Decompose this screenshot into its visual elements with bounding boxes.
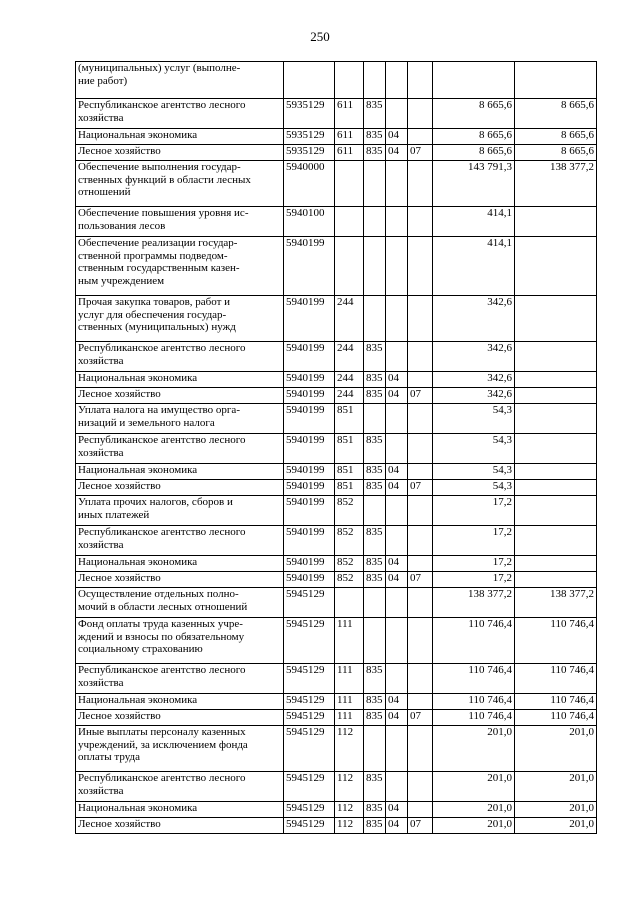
- row-name-cell: Лесное хозяйство: [76, 480, 284, 496]
- amount-total-cell: 201,0: [433, 802, 515, 818]
- subsection-code-cell: 07: [408, 710, 433, 726]
- target-article-code-cell: 5940000: [284, 161, 335, 207]
- amount-total-cell: 110 746,4: [433, 618, 515, 664]
- amount-total-cell: 110 746,4: [433, 710, 515, 726]
- amount-total-cell: 414,1: [433, 207, 515, 237]
- ministry-code-cell: 835: [364, 802, 386, 818]
- table-row: [76, 588, 597, 618]
- target-article-code-cell: 5945129: [284, 618, 335, 664]
- row-name-cell: Республиканское агентство лесного хозяйства: [76, 664, 284, 694]
- amount-total-cell: 110 746,4: [433, 664, 515, 694]
- ministry-code-cell: 835: [364, 129, 386, 145]
- expense-type-code-cell: 611: [335, 129, 364, 145]
- ministry-code-cell: [364, 404, 386, 434]
- ministry-code-cell: [364, 207, 386, 237]
- table-row: [76, 129, 597, 145]
- target-article-code-cell: 5940199: [284, 404, 335, 434]
- amount-federal-cell: [515, 62, 597, 99]
- subsection-code-cell: 07: [408, 145, 433, 161]
- target-article-code-cell: 5940199: [284, 556, 335, 572]
- ministry-code-cell: 835: [364, 342, 386, 372]
- section-code-cell: 04: [386, 480, 408, 496]
- ministry-code-cell: [364, 161, 386, 207]
- row-name-cell: Прочая закупка товаров, работ и услуг для обеспечения государ- ственных (муниципальных) нужд: [76, 296, 284, 342]
- target-article-code-cell: 5940199: [284, 480, 335, 496]
- budget-table-body: [76, 62, 597, 834]
- target-article-code-cell: 5940199: [284, 464, 335, 480]
- amount-total-cell: [433, 62, 515, 99]
- row-name-cell: Обеспечение повышения уровня ис- пользования лесов: [76, 207, 284, 237]
- amount-federal-cell: [515, 526, 597, 556]
- row-name-cell: (муниципальных) услуг (выполне- ние работ): [76, 62, 284, 99]
- row-name-cell: Национальная экономика: [76, 694, 284, 710]
- section-code-cell: [386, 404, 408, 434]
- amount-federal-cell: [515, 572, 597, 588]
- subsection-code-cell: [408, 404, 433, 434]
- subsection-code-cell: 07: [408, 818, 433, 834]
- expense-type-code-cell: 852: [335, 572, 364, 588]
- subsection-code-cell: [408, 618, 433, 664]
- target-article-code-cell: 5945129: [284, 588, 335, 618]
- ministry-code-cell: 835: [364, 556, 386, 572]
- row-name-cell: Республиканское агентство лесного хозяйства: [76, 526, 284, 556]
- section-code-cell: 04: [386, 464, 408, 480]
- amount-total-cell: 17,2: [433, 572, 515, 588]
- expense-type-code-cell: 851: [335, 464, 364, 480]
- amount-federal-cell: [515, 556, 597, 572]
- amount-federal-cell: 110 746,4: [515, 710, 597, 726]
- table-row: [76, 434, 597, 464]
- ministry-code-cell: 835: [364, 818, 386, 834]
- section-code-cell: 04: [386, 802, 408, 818]
- table-row: [76, 237, 597, 296]
- table-row: [76, 556, 597, 572]
- amount-total-cell: 201,0: [433, 772, 515, 802]
- ministry-code-cell: 835: [364, 145, 386, 161]
- section-code-cell: [386, 526, 408, 556]
- section-code-cell: 04: [386, 129, 408, 145]
- table-row: [76, 726, 597, 772]
- section-code-cell: 04: [386, 556, 408, 572]
- ministry-code-cell: 835: [364, 480, 386, 496]
- subsection-code-cell: [408, 434, 433, 464]
- subsection-code-cell: [408, 694, 433, 710]
- budget-table: [75, 61, 597, 834]
- table-row: [76, 480, 597, 496]
- table-row: [76, 161, 597, 207]
- target-article-code-cell: 5945129: [284, 802, 335, 818]
- ministry-code-cell: 835: [364, 572, 386, 588]
- subsection-code-cell: [408, 802, 433, 818]
- section-code-cell: [386, 496, 408, 526]
- expense-type-code-cell: 111: [335, 710, 364, 726]
- target-article-code-cell: 5935129: [284, 145, 335, 161]
- amount-federal-cell: [515, 296, 597, 342]
- amount-total-cell: 54,3: [433, 404, 515, 434]
- amount-total-cell: 17,2: [433, 496, 515, 526]
- table-row: [76, 62, 597, 99]
- subsection-code-cell: [408, 129, 433, 145]
- amount-total-cell: 54,3: [433, 434, 515, 464]
- subsection-code-cell: [408, 556, 433, 572]
- amount-total-cell: 110 746,4: [433, 694, 515, 710]
- target-article-code-cell: 5940199: [284, 372, 335, 388]
- amount-federal-cell: [515, 404, 597, 434]
- ministry-code-cell: 835: [364, 772, 386, 802]
- row-name-cell: Иные выплаты персоналу казенных учреждений, за исключением фонда оплаты труда: [76, 726, 284, 772]
- amount-federal-cell: 201,0: [515, 802, 597, 818]
- ministry-code-cell: 835: [364, 372, 386, 388]
- amount-total-cell: 342,6: [433, 296, 515, 342]
- ministry-code-cell: 835: [364, 464, 386, 480]
- table-row: [76, 526, 597, 556]
- amount-federal-cell: [515, 237, 597, 296]
- row-name-cell: Национальная экономика: [76, 129, 284, 145]
- amount-federal-cell: [515, 372, 597, 388]
- amount-total-cell: 54,3: [433, 464, 515, 480]
- section-code-cell: 04: [386, 572, 408, 588]
- target-article-code-cell: 5945129: [284, 726, 335, 772]
- expense-type-code-cell: [335, 588, 364, 618]
- subsection-code-cell: [408, 664, 433, 694]
- row-name-cell: Уплата прочих налогов, сборов и иных платежей: [76, 496, 284, 526]
- expense-type-code-cell: 851: [335, 480, 364, 496]
- amount-federal-cell: [515, 434, 597, 464]
- subsection-code-cell: [408, 726, 433, 772]
- table-row: [76, 802, 597, 818]
- table-row: [76, 145, 597, 161]
- expense-type-code-cell: 112: [335, 802, 364, 818]
- table-row: [76, 207, 597, 237]
- row-name-cell: Лесное хозяйство: [76, 818, 284, 834]
- target-article-code-cell: 5935129: [284, 99, 335, 129]
- row-name-cell: Национальная экономика: [76, 372, 284, 388]
- table-row: [76, 99, 597, 129]
- section-code-cell: [386, 772, 408, 802]
- table-row: [76, 618, 597, 664]
- amount-total-cell: 17,2: [433, 556, 515, 572]
- section-code-cell: [386, 618, 408, 664]
- amount-total-cell: 54,3: [433, 480, 515, 496]
- row-name-cell: Лесное хозяйство: [76, 145, 284, 161]
- expense-type-code-cell: 852: [335, 496, 364, 526]
- section-code-cell: [386, 161, 408, 207]
- target-article-code-cell: [284, 62, 335, 99]
- amount-federal-cell: 110 746,4: [515, 694, 597, 710]
- row-name-cell: Республиканское агентство лесного хозяйства: [76, 434, 284, 464]
- target-article-code-cell: 5945129: [284, 694, 335, 710]
- amount-total-cell: 342,6: [433, 342, 515, 372]
- table-row: [76, 388, 597, 404]
- target-article-code-cell: 5945129: [284, 710, 335, 726]
- table-row: [76, 296, 597, 342]
- target-article-code-cell: 5945129: [284, 772, 335, 802]
- subsection-code-cell: [408, 161, 433, 207]
- ministry-code-cell: 835: [364, 99, 386, 129]
- amount-federal-cell: [515, 342, 597, 372]
- expense-type-code-cell: 112: [335, 772, 364, 802]
- expense-type-code-cell: 111: [335, 664, 364, 694]
- row-name-cell: Национальная экономика: [76, 802, 284, 818]
- expense-type-code-cell: 244: [335, 372, 364, 388]
- row-name-cell: Лесное хозяйство: [76, 710, 284, 726]
- ministry-code-cell: [364, 237, 386, 296]
- section-code-cell: [386, 726, 408, 772]
- expense-type-code-cell: [335, 62, 364, 99]
- subsection-code-cell: [408, 62, 433, 99]
- row-name-cell: Фонд оплаты труда казенных учре- ждений и взносы по обязательному социальному страхованию: [76, 618, 284, 664]
- ministry-code-cell: 835: [364, 388, 386, 404]
- amount-total-cell: 143 791,3: [433, 161, 515, 207]
- table-row: [76, 572, 597, 588]
- section-code-cell: [386, 62, 408, 99]
- subsection-code-cell: [408, 296, 433, 342]
- expense-type-code-cell: 111: [335, 618, 364, 664]
- amount-federal-cell: 8 665,6: [515, 145, 597, 161]
- amount-total-cell: 17,2: [433, 526, 515, 556]
- ministry-code-cell: [364, 726, 386, 772]
- expense-type-code-cell: [335, 161, 364, 207]
- subsection-code-cell: 07: [408, 388, 433, 404]
- expense-type-code-cell: 852: [335, 526, 364, 556]
- amount-federal-cell: 138 377,2: [515, 161, 597, 207]
- section-code-cell: 04: [386, 388, 408, 404]
- section-code-cell: [386, 237, 408, 296]
- amount-federal-cell: [515, 388, 597, 404]
- ministry-code-cell: [364, 496, 386, 526]
- ministry-code-cell: 835: [364, 526, 386, 556]
- subsection-code-cell: [408, 772, 433, 802]
- amount-federal-cell: 110 746,4: [515, 664, 597, 694]
- ministry-code-cell: 835: [364, 694, 386, 710]
- table-row: [76, 404, 597, 434]
- expense-type-code-cell: 112: [335, 726, 364, 772]
- section-code-cell: 04: [386, 818, 408, 834]
- subsection-code-cell: [408, 99, 433, 129]
- amount-federal-cell: 201,0: [515, 772, 597, 802]
- target-article-code-cell: 5940199: [284, 434, 335, 464]
- expense-type-code-cell: 244: [335, 342, 364, 372]
- amount-total-cell: 414,1: [433, 237, 515, 296]
- subsection-code-cell: 07: [408, 480, 433, 496]
- amount-total-cell: 342,6: [433, 372, 515, 388]
- row-name-cell: Республиканское агентство лесного хозяйства: [76, 99, 284, 129]
- row-name-cell: Республиканское агентство лесного хозяйства: [76, 772, 284, 802]
- subsection-code-cell: [408, 342, 433, 372]
- expense-type-code-cell: 112: [335, 818, 364, 834]
- target-article-code-cell: 5945129: [284, 818, 335, 834]
- expense-type-code-cell: 111: [335, 694, 364, 710]
- row-name-cell: Республиканское агентство лесного хозяйства: [76, 342, 284, 372]
- amount-federal-cell: 201,0: [515, 726, 597, 772]
- ministry-code-cell: [364, 618, 386, 664]
- amount-federal-cell: 138 377,2: [515, 588, 597, 618]
- amount-federal-cell: [515, 496, 597, 526]
- row-name-cell: Обеспечение выполнения государ- ственных функций в области лесных отношений: [76, 161, 284, 207]
- amount-total-cell: 138 377,2: [433, 588, 515, 618]
- ministry-code-cell: [364, 588, 386, 618]
- table-row: [76, 818, 597, 834]
- section-code-cell: 04: [386, 372, 408, 388]
- table-row: [76, 372, 597, 388]
- section-code-cell: 04: [386, 145, 408, 161]
- expense-type-code-cell: 851: [335, 404, 364, 434]
- subsection-code-cell: [408, 526, 433, 556]
- row-name-cell: Национальная экономика: [76, 556, 284, 572]
- target-article-code-cell: 5940100: [284, 207, 335, 237]
- target-article-code-cell: 5940199: [284, 296, 335, 342]
- subsection-code-cell: [408, 372, 433, 388]
- subsection-code-cell: [408, 496, 433, 526]
- subsection-code-cell: [408, 207, 433, 237]
- target-article-code-cell: 5940199: [284, 388, 335, 404]
- expense-type-code-cell: 244: [335, 296, 364, 342]
- target-article-code-cell: 5940199: [284, 526, 335, 556]
- ministry-code-cell: 835: [364, 710, 386, 726]
- row-name-cell: Обеспечение реализации государ- ственной программы подведом- ственным государственным казен- ным учреждением: [76, 237, 284, 296]
- target-article-code-cell: 5940199: [284, 496, 335, 526]
- section-code-cell: [386, 664, 408, 694]
- section-code-cell: [386, 434, 408, 464]
- amount-total-cell: 8 665,6: [433, 99, 515, 129]
- amount-federal-cell: 110 746,4: [515, 618, 597, 664]
- expense-type-code-cell: 851: [335, 434, 364, 464]
- subsection-code-cell: [408, 237, 433, 296]
- row-name-cell: Национальная экономика: [76, 464, 284, 480]
- target-article-code-cell: 5935129: [284, 129, 335, 145]
- section-code-cell: [386, 207, 408, 237]
- ministry-code-cell: 835: [364, 434, 386, 464]
- table-row: [76, 772, 597, 802]
- ministry-code-cell: [364, 62, 386, 99]
- target-article-code-cell: 5940199: [284, 572, 335, 588]
- expense-type-code-cell: 244: [335, 388, 364, 404]
- subsection-code-cell: [408, 588, 433, 618]
- amount-federal-cell: 8 665,6: [515, 99, 597, 129]
- amount-federal-cell: 201,0: [515, 818, 597, 834]
- section-code-cell: [386, 296, 408, 342]
- row-name-cell: Лесное хозяйство: [76, 388, 284, 404]
- ministry-code-cell: 835: [364, 664, 386, 694]
- target-article-code-cell: 5945129: [284, 664, 335, 694]
- target-article-code-cell: 5940199: [284, 237, 335, 296]
- expense-type-code-cell: 852: [335, 556, 364, 572]
- section-code-cell: [386, 99, 408, 129]
- table-row: [76, 342, 597, 372]
- table-row: [76, 496, 597, 526]
- amount-total-cell: 201,0: [433, 726, 515, 772]
- section-code-cell: 04: [386, 710, 408, 726]
- subsection-code-cell: [408, 464, 433, 480]
- amount-total-cell: 8 665,6: [433, 145, 515, 161]
- section-code-cell: [386, 588, 408, 618]
- amount-total-cell: 342,6: [433, 388, 515, 404]
- amount-federal-cell: 8 665,6: [515, 129, 597, 145]
- target-article-code-cell: 5940199: [284, 342, 335, 372]
- row-name-cell: Лесное хозяйство: [76, 572, 284, 588]
- expense-type-code-cell: [335, 237, 364, 296]
- table-row: [76, 664, 597, 694]
- expense-type-code-cell: 611: [335, 99, 364, 129]
- amount-federal-cell: [515, 480, 597, 496]
- amount-total-cell: 201,0: [433, 818, 515, 834]
- subsection-code-cell: 07: [408, 572, 433, 588]
- ministry-code-cell: [364, 296, 386, 342]
- table-row: [76, 464, 597, 480]
- section-code-cell: 04: [386, 694, 408, 710]
- amount-federal-cell: [515, 464, 597, 480]
- expense-type-code-cell: [335, 207, 364, 237]
- table-row: [76, 710, 597, 726]
- expense-type-code-cell: 611: [335, 145, 364, 161]
- table-row: [76, 694, 597, 710]
- amount-total-cell: 8 665,6: [433, 129, 515, 145]
- amount-federal-cell: [515, 207, 597, 237]
- row-name-cell: Осуществление отдельных полно- мочий в области лесных отношений: [76, 588, 284, 618]
- page-number: 250: [310, 29, 330, 44]
- row-name-cell: Уплата налога на имущество орга- низаций и земельного налога: [76, 404, 284, 434]
- section-code-cell: [386, 342, 408, 372]
